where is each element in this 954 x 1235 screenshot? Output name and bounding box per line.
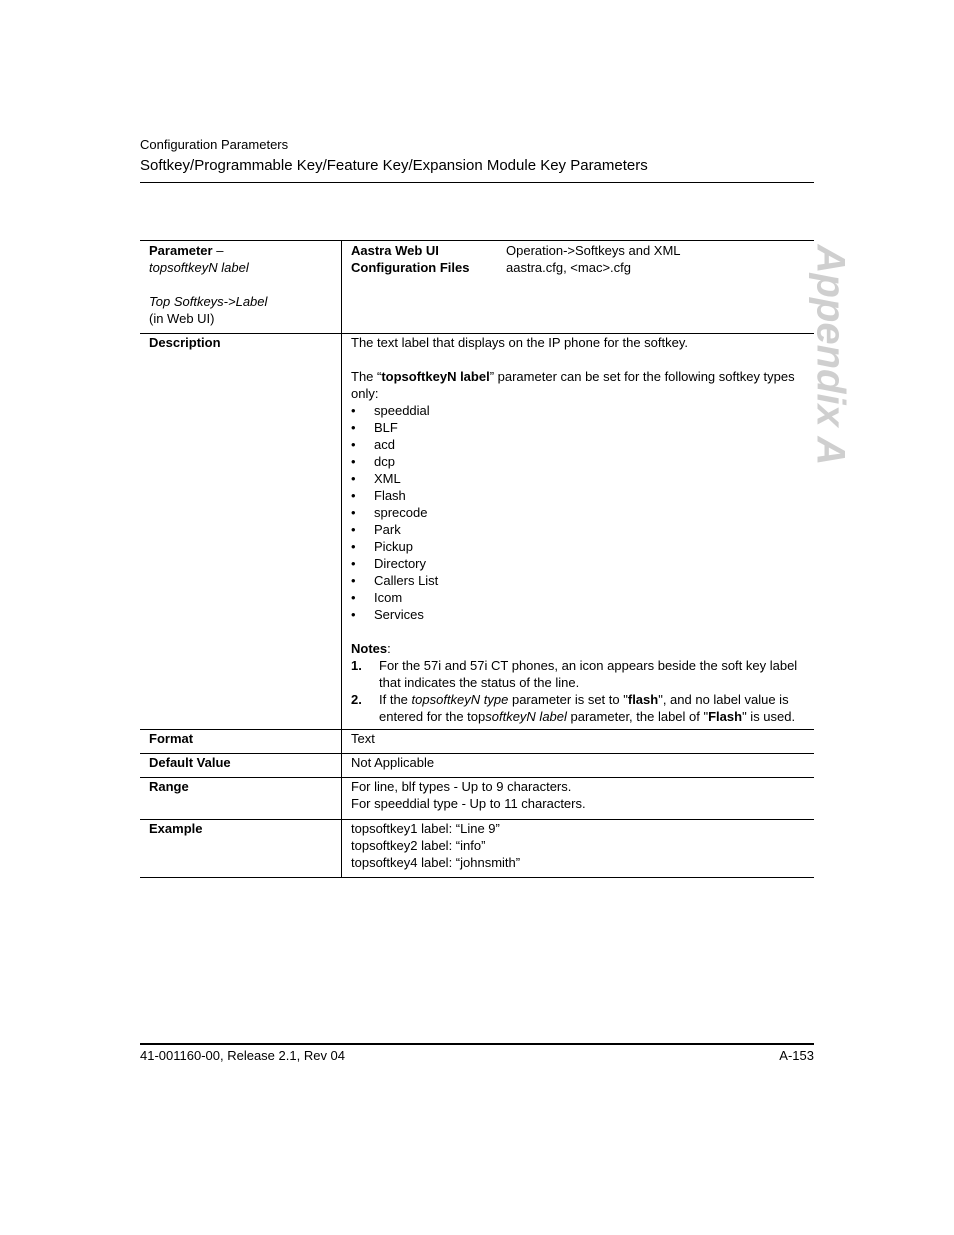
parameter-label: Parameter [149, 243, 213, 258]
running-header-section: Configuration Parameters [140, 137, 289, 152]
softkey-type-item [351, 419, 814, 436]
table-row-default [140, 754, 814, 778]
aastra-web-ui-label: Aastra Web UI [351, 243, 439, 258]
table-row-example [140, 820, 814, 878]
format-value-cell [342, 730, 815, 754]
softkey-type-item [351, 453, 814, 470]
default-value: Not Applicable [351, 755, 435, 770]
softkey-type-item [351, 555, 814, 572]
softkey-types-list [351, 402, 814, 623]
table-row-parameter [140, 241, 814, 334]
softkey-type-label: Pickup [374, 539, 414, 554]
bullet-icon: • [351, 590, 356, 605]
range-line: For speeddial type - Up to 11 characters. [351, 796, 586, 811]
softkey-type-label: Icom [374, 590, 403, 605]
header-rule [140, 182, 814, 183]
parameter-name: topsoftkeyN label [149, 260, 249, 275]
example-label: Example [149, 821, 203, 836]
notes-list [351, 657, 814, 725]
bullet-icon: • [351, 505, 356, 520]
softkey-type-item [351, 521, 814, 538]
softkey-type-item [351, 436, 814, 453]
config-files-label: Configuration Files [351, 260, 470, 275]
softkey-type-label: XML [374, 471, 401, 486]
description-cell [342, 334, 815, 730]
example-line: topsoftkey4 label: “johnsmith” [351, 855, 521, 870]
softkey-type-item [351, 402, 814, 419]
parameter-dash: – [212, 243, 224, 258]
format-value: Text [351, 731, 375, 746]
webui-path: Top Softkeys->Label [149, 294, 268, 309]
config-files-value: aastra.cfg, <mac>.cfg [506, 260, 632, 275]
description-types-intro: The “topsoftkeyN label” parameter can be set for the following softkey types only: [351, 369, 795, 401]
default-label: Default Value [149, 755, 231, 770]
example-label-cell [140, 820, 342, 878]
bullet-icon: • [351, 471, 356, 486]
example-line: topsoftkey2 label: “info” [351, 838, 486, 853]
bullet-icon: • [351, 403, 356, 418]
running-header-title: Softkey/Programmable Key/Feature Key/Expansion Module Key Parameters [140, 157, 648, 174]
footer-doc-number: 41-001160-00, Release 2.1, Rev 04 [140, 1048, 346, 1063]
bullet-icon: • [351, 573, 356, 588]
footer-page-number: A-153 [779, 1048, 814, 1063]
bullet-icon: • [351, 556, 356, 571]
example-line: topsoftkey1 label: “Line 9” [351, 821, 500, 836]
softkey-type-label: BLF [374, 420, 398, 435]
softkey-type-item [351, 470, 814, 487]
softkey-type-item [351, 589, 814, 606]
bullet-icon: • [351, 437, 356, 452]
bullet-icon: • [351, 420, 356, 435]
softkey-type-label: dcp [374, 454, 395, 469]
format-label: Format [149, 731, 194, 746]
parameter-cell [140, 241, 342, 334]
range-label: Range [149, 779, 189, 794]
appendix-side-tab-label: Appendix A [808, 244, 853, 466]
softkey-type-label: acd [374, 437, 395, 452]
note-item: 1. For the 57i and 57i CT phones, an icon appears beside the soft key label that indicates the status of the line. [351, 658, 798, 690]
softkey-type-label: Services [374, 607, 424, 622]
parameter-table [140, 240, 814, 878]
footer-rule [140, 1043, 814, 1045]
description-intro: The text label that displays on the IP phone for the softkey. [351, 335, 689, 350]
softkey-type-item [351, 606, 814, 623]
format-label-cell [140, 730, 342, 754]
table-row-description [140, 334, 814, 730]
softkey-type-item [351, 487, 814, 504]
bullet-icon: • [351, 607, 356, 622]
softkey-type-item [351, 572, 814, 589]
softkey-type-label: Flash [374, 488, 406, 503]
bullet-icon: • [351, 539, 356, 554]
location-cell [342, 241, 815, 334]
bullet-icon: • [351, 454, 356, 469]
softkey-type-label: Directory [374, 556, 427, 571]
bullet-icon: • [351, 522, 356, 537]
description-label: Description [149, 335, 221, 350]
notes-heading: Notes: [351, 641, 391, 656]
softkey-type-label: sprecode [374, 505, 428, 520]
softkey-type-label: Park [374, 522, 401, 537]
softkey-type-label: Callers List [374, 573, 439, 588]
webui-note: (in Web UI) [149, 311, 215, 326]
default-value-cell [342, 754, 815, 778]
range-value-cell [342, 778, 815, 820]
range-label-cell [140, 778, 342, 820]
example-value-cell [342, 820, 815, 878]
description-label-cell [140, 334, 342, 730]
default-label-cell [140, 754, 342, 778]
softkey-type-label: speeddial [374, 403, 430, 418]
table-row-range [140, 778, 814, 820]
range-line: For line, blf types - Up to 9 characters. [351, 779, 572, 794]
table-row-format [140, 730, 814, 754]
aastra-web-ui-value: Operation->Softkeys and XML [506, 243, 681, 258]
softkey-type-item [351, 538, 814, 555]
note-item: 2. If the topsoftkeyN type parameter is set to "flash", and no label value is entered for the topsoftkeyN label parameter, the label of "Flash" is used. [351, 692, 796, 724]
bullet-icon: • [351, 488, 356, 503]
softkey-type-item [351, 504, 814, 521]
